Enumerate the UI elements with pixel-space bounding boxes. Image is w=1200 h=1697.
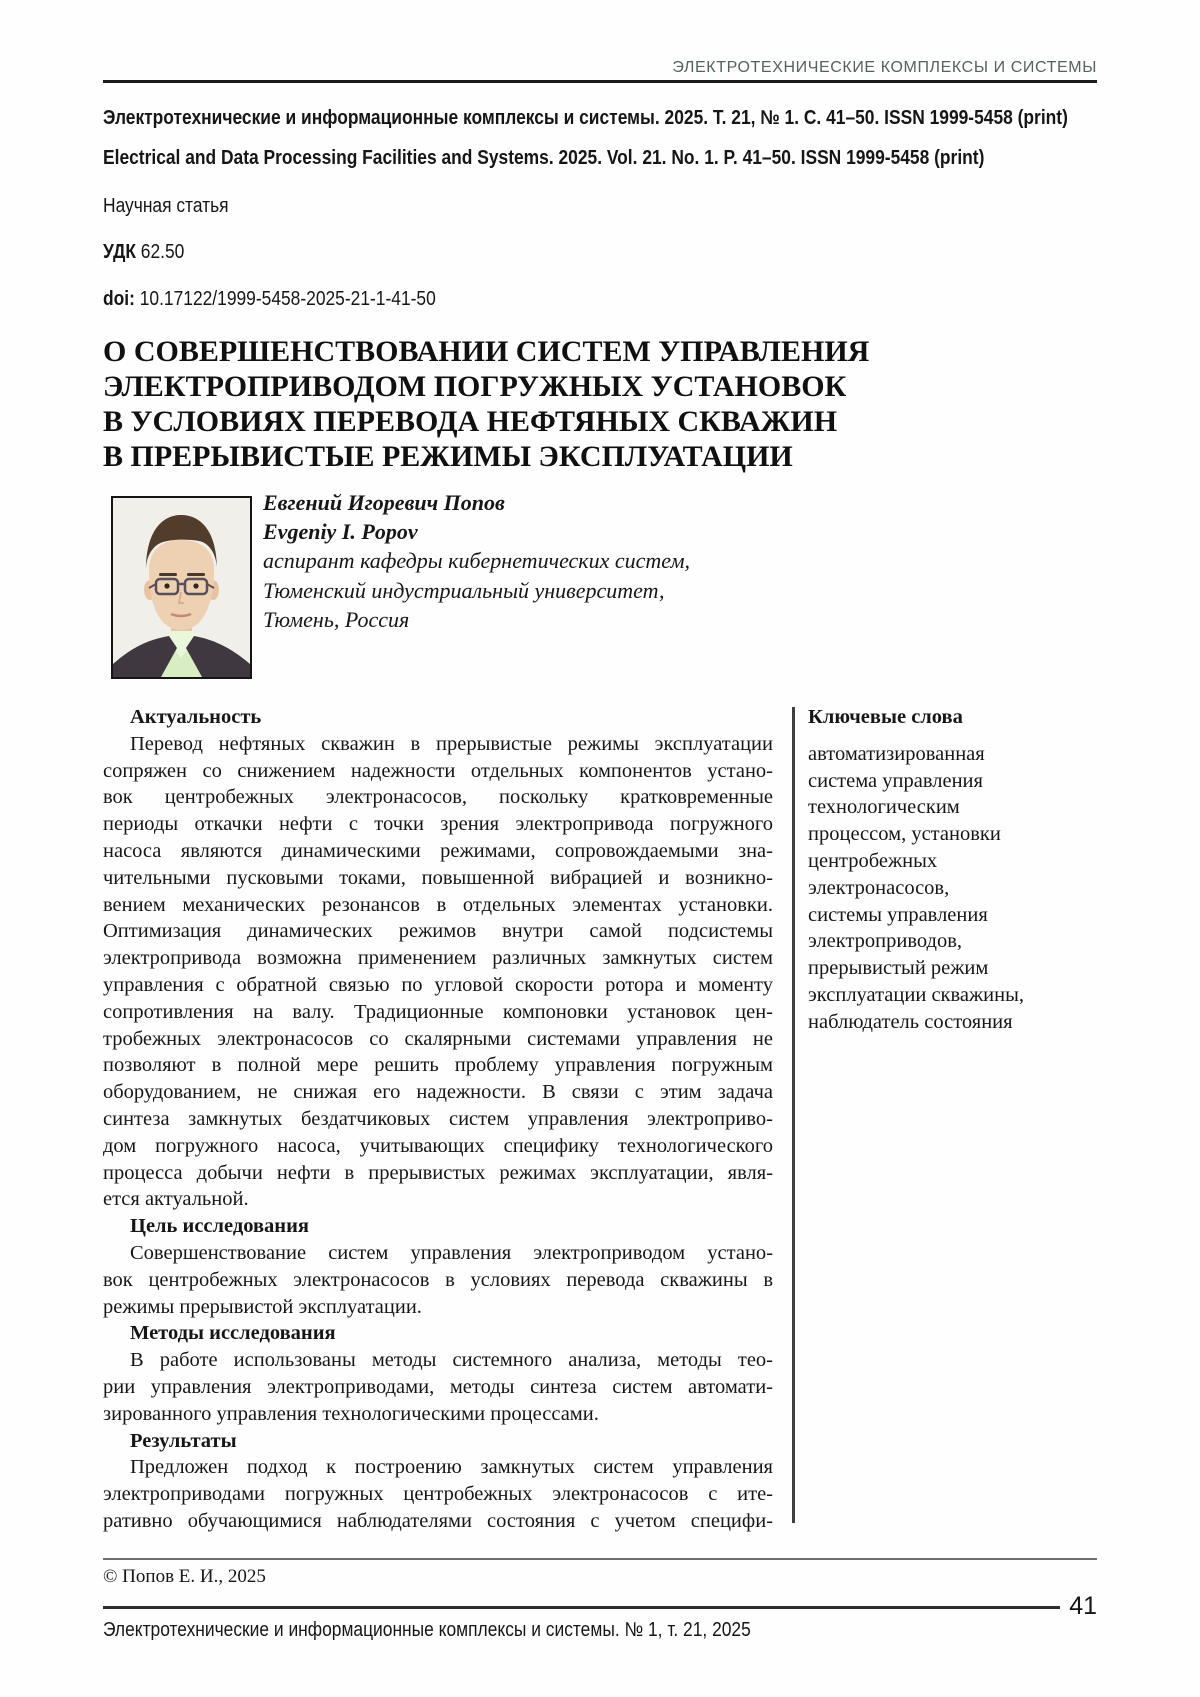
bl: сопротивления на валу. Традиционные компоновки установок цен- <box>103 1000 773 1023</box>
doi-label: doi: <box>103 288 135 310</box>
article-type: Научная статья <box>103 195 229 217</box>
section-heading: Цель исследования <box>130 1215 309 1238</box>
bl: вок центробежных электронасосов, поскольку кратковременные <box>103 786 773 809</box>
portrait-photo-icon <box>113 498 250 677</box>
section-heading: Методы исследования <box>130 1322 336 1345</box>
bl: сопряжен со снижением надежности отдельных компонентов устано- <box>103 759 773 782</box>
bl: тробежных электронасосов со скалярными системами управления не <box>103 1027 773 1050</box>
title-line: В ПРЕРЫВИСТЫЕ РЕЖИМЫ ЭКСПЛУАТАЦИИ <box>103 440 793 473</box>
bl: Предложен подход к построению замкнутых систем управления <box>130 1456 773 1479</box>
bl: процесса добычи нефти в прерывистых режимах эксплуатации, явля- <box>103 1161 773 1184</box>
section-heading: Актуальность <box>130 706 262 728</box>
bl: режимы прерывистой эксплуатации. <box>103 1295 422 1318</box>
author-name-ru: Евгений Игоревич Попов <box>263 490 505 515</box>
kw-line: система управления <box>808 769 983 792</box>
citation-block <box>103 103 1200 183</box>
kw-line: процессом, установки <box>808 823 1001 846</box>
bl: синтеза замкнутых бездатчиковых систем управления электроприво- <box>103 1107 773 1130</box>
bl: ративно обучающимися наблюдателями состояния с учетом специфи- <box>103 1509 773 1532</box>
title-line: ЭЛЕКТРОПРИВОДОМ ПОГРУЖНЫХ УСТАНОВОК <box>103 370 847 403</box>
citation-en: Electrical and Data Processing Facilities and Systems. 2025. Vol. 21. No. 1. P. 41–50. ISSN 1999-5458 (print) <box>103 147 985 169</box>
bl: рии управления электроприводами, методы синтеза систем автомати- <box>103 1375 773 1398</box>
title-line: О СОВЕРШЕНСТВОВАНИИ СИСТЕМ УПРАВЛЕНИЯ <box>103 335 870 368</box>
keywords-panel <box>808 704 1063 1036</box>
kw-line: системы управления <box>808 903 988 926</box>
bl: Совершенствование систем управления электроприводом устано- <box>130 1241 773 1264</box>
kw-line: наблюдатель состояния <box>808 1010 1013 1033</box>
author-city: Тюмень, Россия <box>263 606 410 632</box>
author-role: аспирант кафедры кибернетических систем, <box>263 548 691 574</box>
bl: оборудованием, не снижая его надежности. В связи с этим задача <box>103 1081 773 1104</box>
bl: чительными пусковыми токами, повышенной вибрацией и возникно- <box>103 866 773 889</box>
author-block <box>263 488 690 634</box>
udc-value: 62.50 <box>140 241 185 263</box>
header-rule <box>103 80 1097 83</box>
bl: вок центробежных электронасосов в условиях перевода скважины в <box>103 1268 773 1291</box>
bl: Перевод нефтяных скважин в прерывистые режимы эксплуатации <box>130 732 773 755</box>
section-heading: Результаты <box>130 1429 237 1452</box>
title-line: В УСЛОВИЯХ ПЕРЕВОДА НЕФТЯНЫХ СКВАЖИН <box>103 405 838 438</box>
bl: ется актуальной. <box>103 1188 249 1211</box>
bl: Оптимизация динамических режимов внутри самой подсистемы <box>103 920 773 943</box>
doi-line <box>103 288 486 311</box>
copyright-line: © Попов Е. И., 2025 <box>103 1566 266 1587</box>
kw-line: автоматизированная <box>808 742 985 765</box>
author-photo <box>111 496 252 679</box>
kw-line: технологическим <box>808 796 960 819</box>
column-divider <box>792 707 795 1523</box>
bl: насоса являются динамическими режимами, сопровождаемыми зна- <box>103 839 773 862</box>
kw-line: центробежных <box>808 849 938 872</box>
udc-label: УДК <box>103 241 136 263</box>
author-name-en: Evgeniy I. Popov <box>263 519 418 545</box>
udc-line <box>103 241 197 264</box>
footer-journal-line: Электротехнические и информационные комплексы и системы. № 1, т. 21, 2025 <box>103 1619 751 1641</box>
keywords-list <box>808 741 1063 1036</box>
footer-rule-thin <box>103 1558 1097 1560</box>
bl: электроприводами погружных центробежных электронасосов с ите- <box>103 1483 773 1506</box>
running-head: ЭЛЕКТРОТЕХНИЧЕСКИЕ КОМПЛЕКСЫ И СИСТЕМЫ <box>672 59 1097 76</box>
citation-ru: Электротехнические и информационные комплексы и системы. 2025. Т. 21, № 1. С. 41–50. ISSN 1999-5458 (print) <box>103 107 1068 129</box>
bl: управления с обратной связью по угловой скорости ротора и моменту <box>103 973 773 996</box>
doi-value: 10.17122/1999-5458-2025-21-1-41-50 <box>139 288 436 310</box>
article-title <box>103 334 1097 474</box>
kw-line: прерывистый режим <box>808 957 989 980</box>
kw-line: эксплуатации скважины, <box>808 983 1025 1006</box>
bl: электропривода возможна применением различных замкнутых систем <box>103 947 773 970</box>
bl: периоды откачки нефти с точки зрения электропривода погружного <box>103 813 773 836</box>
article-body <box>103 704 773 1535</box>
bl: В работе использованы методы системного анализа, методы тео- <box>130 1349 773 1372</box>
page-number: 41 <box>1069 1592 1097 1620</box>
footer-rule-thick <box>103 1606 1060 1609</box>
kw-line: электронасосов, <box>808 876 950 899</box>
bl: вением механических резонансов в отдельных элементах установки. <box>103 893 773 916</box>
keywords-heading: Ключевые слова <box>808 706 963 728</box>
kw-line: электроприводов, <box>808 930 963 953</box>
bl: дом погружного насоса, учитывающих специфику технологического <box>103 1134 773 1157</box>
bl: позволяют в полной мере решить проблему управления погружным <box>103 1054 773 1077</box>
bl: зированного управления технологическими процессами. <box>103 1402 599 1425</box>
author-university: Тюменский индустриальный университет, <box>263 577 665 603</box>
